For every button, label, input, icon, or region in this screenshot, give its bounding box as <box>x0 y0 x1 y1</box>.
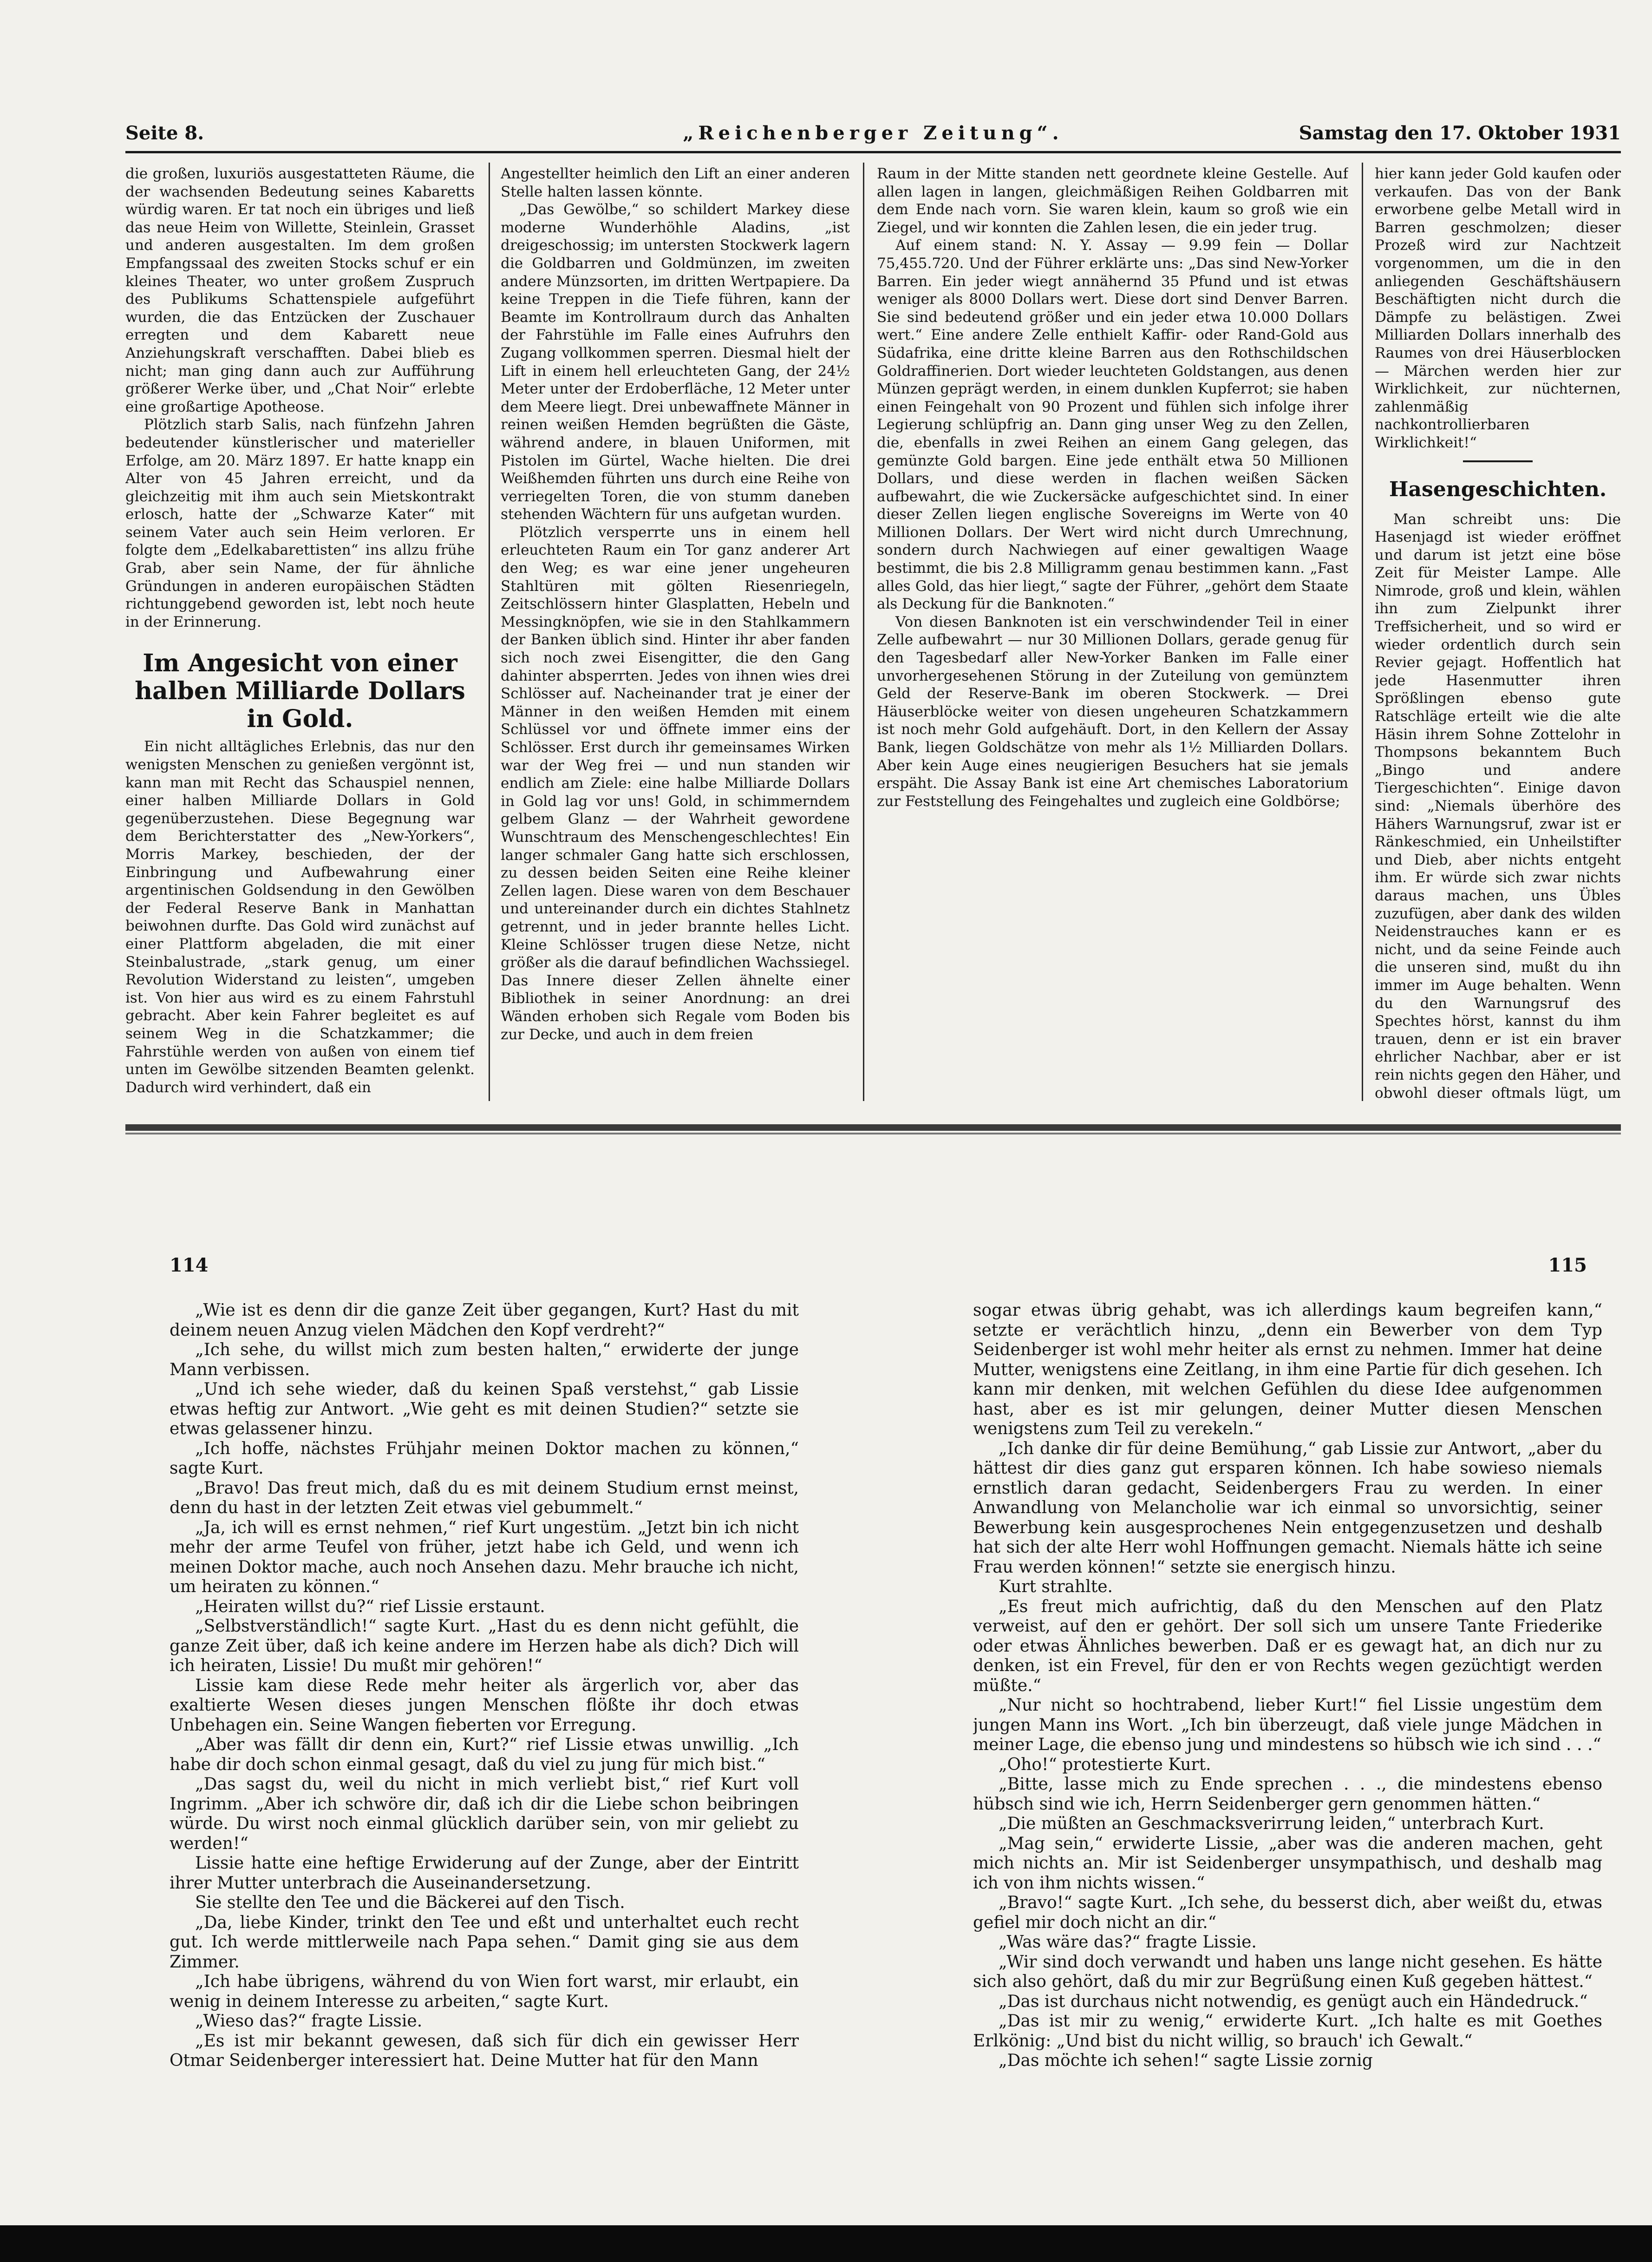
hare-article-headline: Hasengeschichten. <box>1389 477 1607 501</box>
paragraph: Ein nicht alltägliches Erlebnis, das nur den wenigsten Menschen zu genießen vergönnt ist, kann man mit Recht das Schauspiel nennen, einer halben Milliarde Dollars in Gold gegenüberzustehen. Diese Begegnung war dem Berichterstatter des „New-Yorkers“, Morris Markey, beschieden, der der Einbringung und Aufbewahrung einer argentinischen Goldsendung in den Gewölben der Federal Reserve Bank in Manhattan beiwohnen durfte. Das Gold wird zunächst auf einer Plattform abgeladen, die mit einer Steinbalustrade, „stark genug, um einer Revolution Widerstand zu leisten“, umgeben ist. Von hier aus wird es zu einem Fahrstuhl gebracht. Aber kein Fahrer begleitet es auf seinem Weg in die Schatzkammer; die Fahrstühle werden von außen von einem tief unten im Gewölbe sitzenden Beamten gelenkt. Dadurch wird verhindert, daß ein <box>125 738 475 1096</box>
paragraph: „Ich sehe, du willst mich zum besten halten,“ erwiderte der junge Mann verbissen. <box>170 1340 799 1379</box>
paragraph: „Das Gewölbe,“ so schildert Markey diese moderne Wunderhöhle Aladins, „ist dreigeschossig; im untersten Stockwerk lagern die Goldbarren und Goldmünzen, im zweiten andere Münzsorten, im dritten Wertpapiere. Da keine Treppen in die Tiefe führen, kann der Beamte im Kontrollraum durch das Anhalten der Fahrstühle im Falle eines Aufruhrs den Zugang vollkommen sperren. Diesmal hielt der Lift in einem hell erleuchteten Gang, der 24½ Meter unter der Erdoberfläche, 12 Meter unter dem Meere liegt. Drei unbewaffnete Männer in reinen weißen Hemden begrüßten die Gäste, während andere, in blauen Uniformen, mit Pistolen im Gürtel, Wache hielten. Die drei Weißhemden führten uns durch eine Reihe von verriegelten Toren, die von stumm daneben stehenden Wächtern für uns aufgetan wurden. <box>501 201 850 523</box>
column-1 <box>125 165 475 1101</box>
paragraph: Plötzlich starb Salis, nach fünfzehn Jahren bedeutender künstlerischer und materieller Erfolge, am 20. März 1897. Er hatte knapp ein Alter von 45 Jahren erreicht, und da gleichzeitig mit ihm auch sein Mietskontrakt erlosch, hatte der „Schwarze Kater“ mit seinem Vater auch sein Heim verloren. Er folgte dem „Edelkabarettisten“ ins allzu frühe Grab, aber sein Name, der für ähnliche Gründungen in anderen europäischen Städten richtunggebend geworden ist, lebt noch heute in der Erinnerung. <box>125 416 475 630</box>
paragraph: „Wir sind doch verwandt und haben uns lange nicht gesehen. Es hätte sich also gehört, daß du mir zur Begrüßung einen Kuß gegeben hättest.“ <box>973 1952 1602 1991</box>
paragraph: „Das ist durchaus nicht notwendig, es genügt auch ein Händedruck.“ <box>999 1992 1588 2011</box>
clipping-bottom-shadow <box>125 1133 1621 1134</box>
paragraph: „Heiraten willst du?“ rief Lissie erstaunt. <box>195 1597 545 1616</box>
column-2 <box>501 165 850 1101</box>
paragraph: „Da, liebe Kinder, trinkt den Tee und eßt und unterhaltet euch recht gut. Ich werde mittlerweile nach Papa sehen.“ Damit ging sie aus dem Zimmer. <box>170 1913 799 1972</box>
paragraph: „Die müßten an Geschmacksverirrung leiden,“ unterbrach Kurt. <box>999 1814 1544 1833</box>
paragraph: „Ja, ich will es ernst nehmen,“ rief Kurt ungestüm. „Jetzt bin ich nicht mehr der arme Teufel von früher, jetzt habe ich Geld, und wenn ich meinen Doktor mache, auch noch Ansehen dazu. Mehr brauche ich nicht, um heiraten zu können.“ <box>170 1518 799 1596</box>
left-page-number: 114 <box>170 1254 209 1276</box>
paragraph: „Nur nicht so hochtrabend, lieber Kurt!“ fiel Lissie ungestüm dem jungen Mann ins Wort. „Ich bin überzeugt, daß viele junge Mädchen in meiner Lage, die ebenso jung und mindestens so hübsch wie ich sind . . .“ <box>973 1696 1602 1754</box>
column-rule <box>1362 163 1363 1101</box>
paragraph: „Bravo! Das freut mich, daß du es mit deinem Studium ernst meinst, denn du hast in der letzten Zeit etwas viel gebummelt.“ <box>170 1478 799 1517</box>
right-page-number: 115 <box>1548 1254 1587 1276</box>
paragraph: „Das sagst du, weil du nicht in mich verliebt bist,“ rief Kurt voll Ingrimm. „Aber ich schwöre dir, daß ich dir die Liebe schon beibringen würde. Du wirst noch einmal glücklich darüber sein, von mir geliebt zu werden!“ <box>170 1775 799 1853</box>
paragraph: hier kann jeder Gold kaufen oder verkaufen. Das von der Bank erworbene gelbe Metall wird in Barren geschmolzen; dieser Prozeß wird zur Nachtzeit vorgenommen, um die in den anliegenden Geschäftshäusern Beschäftigten nicht durch die Dämpfe zu belästigen. Zwei Milliarden Dollars innerhalb des Raumes von drei Häuserblocken — Märchen werden hier zur Wirklichkeit, zur nüchternen, zahlenmäßig nachkontrollierbaren Wirklichkeit!“ <box>1375 165 1621 451</box>
paragraph: „Selbstverständlich!“ sagte Kurt. „Hast du es denn nicht gefühlt, die ganze Zeit über, daß ich keine andere im Herzen habe als dich? Dich will ich heiraten, Lissie! Du mußt mir gehören!“ <box>170 1617 799 1675</box>
book-page-right <box>973 1301 1602 2109</box>
paragraph: „Ich danke dir für deine Bemühung,“ gab Lissie zur Antwort, „aber du hättest dir dies ganz gut ersparen können. Ich habe sowieso niemals ernstlich daran gedacht, Seidenbergers Frau zu werden. In einer Anwandlung von Melancholie war ich einmal so unvorsichtig, seiner Bewerbung kein ausgesprochenes Nein entgegenzusetzen und deshalb hat sich der alte Herr wohl Hoffnungen gemacht. Niemals hätte ich seine Frau werden können!“ setzte sie energisch hinzu. <box>973 1439 1602 1577</box>
paragraph: „Wie ist es denn dir die ganze Zeit über gegangen, Kurt? Hast du mit deinem neuen Anzug vielen Mädchen den Kopf verdreht?“ <box>170 1301 799 1340</box>
paragraph: Kurt strahlte. <box>999 1577 1113 1596</box>
paragraph: die großen, luxuriös ausgestatteten Räume, die der wachsenden Bedeutung seines Kabaretts würdig waren. Er tat noch ein übriges und ließ das neue Heim von Willette, Steinlein, Grasset und anderen ausgestalten. Im dem großen Empfangssaal des zweiten Stocks schuf er ein kleines Theater, wo unter großem Zuspruch des Publikums Schattenspiele aufgeführt wurden, die das Entzücken der Zuschauer erregten und dem Kabarett neue Anziehungskraft verschafften. Dabei blieb es nicht; man ging dann auch zur Aufführung größerer Werke über, und „Chat Noir“ erlebte eine großartige Apotheose. <box>125 165 475 415</box>
column-rule <box>863 163 864 1101</box>
paragraph: Von diesen Banknoten ist ein verschwindender Teil in einer Zelle aufbewahrt — nur 30 Millionen Dollars, gerade genug für den Tagesbedarf aller New-Yorker Banken im Falle einer unvorhergesehenen Störung in der Zuteilung von gemünztem Geld der Reserve-Bank im oberen Stockwerk. — Drei Häuserblöcke weiter von diesen ungeheuren Schatzkammern ist noch mehr Gold aufgehäuft. Dort, in den Kellern der Assay Bank, liegen Goldschätze von mehr als 1½ Milliarden Dollars. Aber kein Auge eines neugierigen Besuchers hat sie jemals erspäht. Die Assay Bank ist eine Art chemisches Laboratorium zur Feststellung des Feingehaltes und zugleich eine Goldbörse; <box>877 613 1348 810</box>
paragraph: Auf einem stand: N. Y. Assay — 9.99 fein — Dollar 75,455.720. Und der Führer erklärte uns: „Das sind New-Yorker Barren. Ein jeder wiegt annähernd 35 Pfund und ist etwas weniger als 8000 Dollars wert. Diese dort sind Denver Barren. Sie sind bedeutend größer und ein jeder etwa 10.000 Dollars wert.“ Eine andere Zelle enthielt Kaffir- oder Rand-Gold aus Südafrika, eine dritte kleine Barren aus den Rothschildschen Goldraffinerien. Dort wieder leuchteten Goldstangen, aus denen Münzen geprägt werden, in einem dunklen Kupferrot; sie haben einen Feingehalt von 90 Prozent und fühlen sich infolge ihrer Legierung schlüpfrig an. Dann ging unser Weg zu den Zellen, die, ebenfalls in zwei Reihen an einem Gang gelegen, das gemünzte Gold bargen. Eine jede enthält etwa 50 Millionen Dollars, und diese werden in flachen weißen Säcken aufbewahrt, die wie Zuckersäcke aufgeschichtet sind. In einer dieser Zellen liegen englische Sovereigns im Werte von 40 Millionen Dollars. Der Wert wird nicht durch Umrechnung, sondern durch Nachwiegen auf einer gewaltigen Waage bestimmt, die bis 2.8 Milligramm genau bestimmen kann. „Fast alles Gold, das hier liegt,“ sagte der Führer, „gehört dem Staate als Deckung für die Banknoten.“ <box>877 237 1348 613</box>
column-3 <box>877 165 1348 1101</box>
paragraph: Plötzlich versperrte uns in einem hell erleuchteten Raum ein Tor ganz anderer Art den Weg; es war eine jener ungeheuren Stahltüren mit gölten Riesenriegeln, Zeitschlössern hinter Glasplatten, Hebeln und Messingknöpfen, wie sie in den Stahlkammern der Banken üblich sind. Hinter ihr aber fanden sich noch zwei Eisengitter, die den Gang dahinter absperrten. Jedes von ihnen wies drei Schlösser auf. Nacheinander trat je einer der Männer in den weißen Hemden mit einem Schlüssel vor und öffnete immer eins der Schlösser. Erst durch ihr gemeinsames Wirken war der Weg frei — und nun standen wir endlich am Ziele: eine halbe Milliarde Dollars in Gold lag vor uns! Gold, in schimmerndem gelbem Glanz — der Wahrheit gewordene Wunschtraum des Menschengeschlechtes! Ein langer schmaler Gang hatte sich erschlossen, zu dessen beiden Seiten eine Reihe kleiner Zellen lagen. Diese waren von dem Beschauer und untereinander durch ein dichtes Stahlnetz getrennt, und in jeder brannte helles Licht. Kleine Schlösser trugen diese Netze, nicht größer als die darauf befindlichen Wachssiegel. Das Innere dieser Zellen ähnelte einer Bibliothek in seiner Anordnung: an drei Wänden erhoben sich Regale vom Boden bis zur Decke, und auch in dem freien <box>501 524 850 1043</box>
newspaper-clipping <box>125 118 1621 1122</box>
paragraph: Raum in der Mitte standen nett geordnete kleine Gestelle. Auf allen lagen in langen, gleichmäßigen Reihen Goldbarren mit dem Ende nach vorn. Sie waren klein, kaum so groß wie ein Ziegel, und wir konnten die Zahlen lesen, die ein jeder trug. <box>877 165 1348 236</box>
paragraph: „Und ich sehe wieder, daß du keinen Spaß verstehst,“ gab Lissie etwas heftig zur Antwort. „Wie geht es mit deinen Studien?“ setzte sie etwas gelassener hinzu. <box>170 1380 799 1438</box>
scan-bottom-edge <box>0 2225 1652 2262</box>
paragraph: Lissie kam diese Rede mehr heiter als ärgerlich vor, aber das exaltierte Wesen dieses jungen Menschen flößte ihr doch etwas Unbehagen ein. Seine Wangen fieberten vor Erregung. <box>170 1676 799 1735</box>
paragraph: „Ich habe übrigens, während du von Wien fort warst, mir erlaubt, ein wenig in deinem Interesse zu arbeiten,“ sagte Kurt. <box>170 1972 799 2011</box>
paragraph: „Es ist mir bekannt gewesen, daß sich für dich ein gewisser Herr Otmar Seidenberger interessiert hat. Deine Mutter hat für den Mann <box>170 2031 799 2070</box>
newspaper-date: Samstag den 17. Oktober 1931 <box>1299 122 1621 144</box>
paragraph: „Wieso das?“ fragte Lissie. <box>195 2012 423 2031</box>
paragraph: Man schreibt uns: Die Hasenjagd ist wieder eröffnet und darum ist jetzt eine böse Zeit für Meister Lampe. Alle Nimrode, groß und klein, wählen ihn zum Zielpunkt ihrer Treffsicherheit, und so wird er wieder ordentlich durch sein Revier gejagt. Hoffentlich hat jede Hasenmutter ihren Sprößlingen ebenso gute Ratschläge erteilt wie die alte Häsin ihrem Sohne Zottelohr in Thompsons bekanntem Buch „Bingo und andere Tiergeschichten“. Einige davon sind: „Niemals überhöre des Hähers Warnungsruf, zwar ist er Ränkeschmied, ein Unheilstifter und Dieb, aber nichts entgeht ihm. Er würde sich zwar nichts daraus machen, uns Übles zuzufügen, aber dank des wilden Neidenstrauches kann er es nicht, und da seine Feinde auch die unseren sind, mußt du ihn immer im Auge behalten. Wenn du den Warnungsruf des Spechtes hörst, kannst du ihm trauen, denn er ist ein braver ehrlicher Nachbar, aber er ist rein nichts gegen den Häher, und obwohl dieser oftmals lügt, um <box>1375 511 1621 1101</box>
paragraph: „Es freut mich aufrichtig, daß du den Menschen auf den Platz verweist, auf den er gehört. Der soll sich um unsere Tante Friederike oder etwas Ähnliches bewerben. Daß er es gewagt hat, an dich nur zu denken, ist ein Frevel, für den er von Rechts wegen gezüchtigt werden müßte.“ <box>973 1597 1602 1695</box>
paragraph: „Aber was fällt dir denn ein, Kurt?“ rief Lissie etwas unwillig. „Ich habe dir doch schon einmal gesagt, daß du viel zu jung für mich bist.“ <box>170 1735 799 1774</box>
paragraph: „Das möchte ich sehen!“ sagte Lissie zornig <box>999 2051 1373 2070</box>
paragraph: „Oho!“ protestierte Kurt. <box>999 1755 1211 1774</box>
newspaper-title: „Reichenberger Zeitung“. <box>683 122 1064 144</box>
gold-article-headline: Im Angesicht von einer halben Milliarde Dollars in Gold. <box>135 649 465 734</box>
clipping-bottom-edge <box>125 1124 1621 1131</box>
paragraph: „Was wäre das?“ fragte Lissie. <box>999 1933 1257 1952</box>
paragraph: Angestellter heimlich den Lift an einer anderen Stelle halten lassen könnte. <box>501 165 850 200</box>
paragraph: „Das ist mir zu wenig,“ erwiderte Kurt. „Ich halte es mit Goethes Erlkönig: „Und bist du nicht willig, so brauch' ich Gewalt.“ <box>973 2012 1602 2051</box>
section-divider <box>1463 460 1533 462</box>
paragraph: sogar etwas übrig gehabt, was ich allerdings kaum begreifen kann,“ setzte er verächtlich hinzu, „denn ein Bewerber von dem Typ Seidenberger ist wohl mehr heiter als ernst zu nehmen. Immer hat deine Mutter, wenigstens eine Zeitlang, in ihm eine Partie für dich gesehen. Ich kann mir denken, mit welchen Gefühlen du diese Idee aufgenommen hast, aber es ist mir gelungen, deiner Mutter diesen Menschen wenigstens zum Teil zu verekeln.“ <box>973 1301 1602 1438</box>
paragraph: „Ich hoffe, nächstes Frühjahr meinen Doktor machen zu können,“ sagte Kurt. <box>170 1439 799 1478</box>
paragraph: „Bitte, lasse mich zu Ende sprechen . . ., die mindestens ebenso hübsch sind wie ich, Herrn Seidenberger gern genommen hätten.“ <box>973 1775 1602 1814</box>
newspaper-masthead <box>125 118 1621 153</box>
book-page-left <box>170 1301 799 2109</box>
paragraph: „Mag sein,“ erwiderte Lissie, „aber was die anderen machen, geht mich nichts an. Mir ist Seidenberger unsympathisch, und deshalb mag ich von ihm nichts wissen.“ <box>973 1834 1602 1893</box>
column-4 <box>1375 165 1621 1101</box>
paragraph: „Bravo!“ sagte Kurt. „Ich sehe, du besserst dich, aber weißt du, etwas gefiel mir doch nicht an dir.“ <box>973 1893 1602 1932</box>
paragraph: Sie stellte den Tee und die Bäckerei auf den Tisch. <box>195 1893 625 1912</box>
newspaper-page-label: Seite 8. <box>125 122 204 144</box>
column-rule <box>489 163 490 1101</box>
paragraph: Lissie hatte eine heftige Erwiderung auf der Zunge, aber der Eintritt ihrer Mutter unterbrach die Auseinandersetzung. <box>170 1854 799 1893</box>
newspaper-columns <box>125 165 1621 1101</box>
